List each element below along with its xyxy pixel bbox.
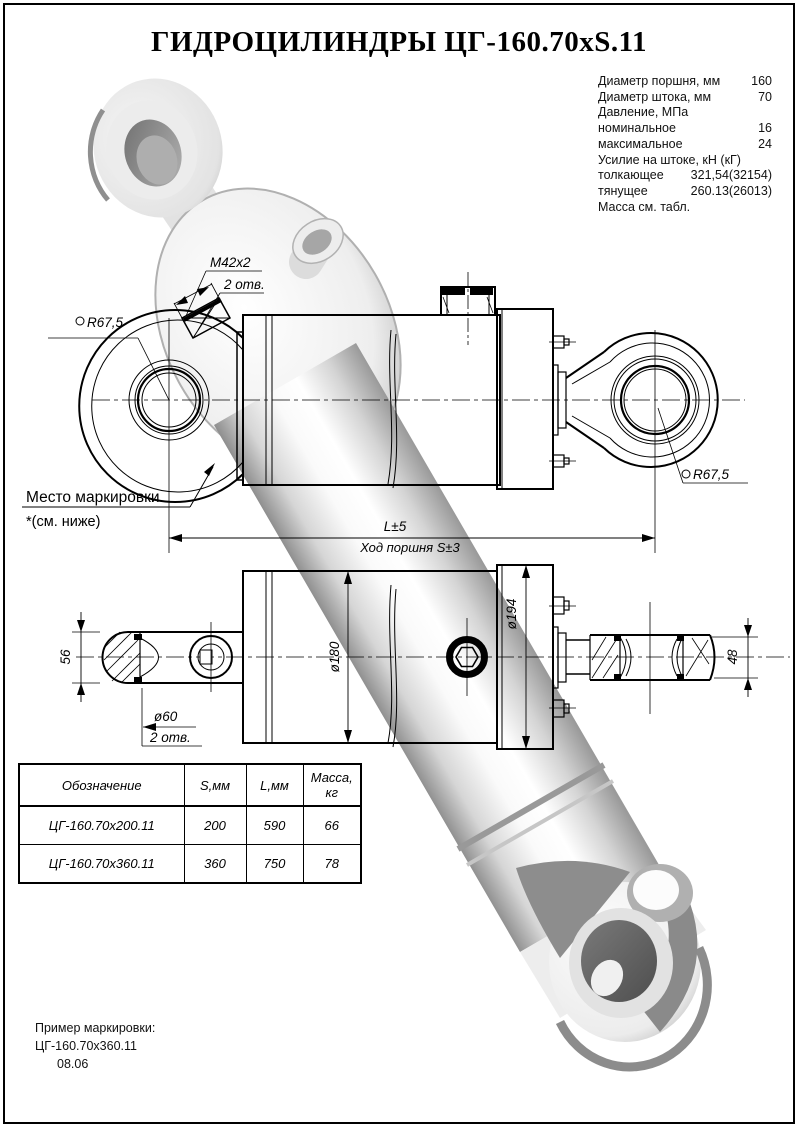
thread-label: М42х2 (210, 255, 251, 270)
thread-holes-label: 2 отв. (224, 277, 265, 292)
col-header: Масса, кг (303, 764, 361, 806)
spec-line: Диаметр поршня, мм 160 (598, 74, 772, 88)
spec-line: номинальное 16 (598, 121, 772, 136)
marking-example-code: ЦГ-160.70х360.11 (35, 1039, 137, 1053)
page-title: ГИДРОЦИЛИНДРЫ ЦГ-160.70хS.11 (151, 26, 647, 58)
main-eye-hole (581, 920, 657, 1002)
spec-line: Усилие на штоке, кН (кГ) (598, 152, 741, 167)
isometric-pictorial (76, 62, 708, 1067)
spec-line: толкающее 321,54(32154) (598, 168, 772, 183)
dia-head-label: ø194 (504, 598, 519, 630)
table-row: ЦГ-160.70х360.11 360 750 78 (19, 845, 361, 884)
table-row: ЦГ-160.70х200.11 200 590 66 (19, 806, 361, 845)
rod-end-eye-pictorial (516, 861, 707, 1067)
head-block-side (497, 309, 553, 489)
sphere-radius-left-label: R67,5 (87, 315, 124, 330)
small-through-hole (633, 870, 679, 910)
spec-line: Диаметр штока, мм 70 (598, 89, 772, 104)
spec-line: Давление, МПа (598, 105, 689, 120)
col-header: L,мм (246, 764, 303, 806)
dia-hole-qty-label: 2 отв. (150, 730, 191, 745)
marking-example-date: 08.06 (57, 1057, 89, 1071)
port-side (441, 272, 495, 345)
rod-eye-edge (590, 602, 715, 714)
spec-line: тянущее 260.13(26013) (598, 183, 772, 198)
marking-note: *(см. ниже) (26, 514, 101, 530)
col-header: Обозначение (19, 764, 184, 806)
eye-width-right-label: 48 (725, 649, 740, 665)
sphere-icon (682, 470, 690, 478)
dia-barrel-label: ø180 (327, 641, 342, 673)
spec-line: Масса см. табл. (598, 199, 691, 214)
length-dim-label: L±5 (383, 519, 407, 534)
sphere-icon (76, 317, 84, 325)
col-header: S,мм (184, 764, 246, 806)
sphere-radius-right-label: R67,5 (693, 467, 730, 482)
marking-example (35, 1019, 155, 1073)
marking-example-title: Пример маркировки: (35, 1021, 156, 1035)
table-header-row (19, 764, 361, 806)
dia-hole-label: ø60 (154, 709, 178, 724)
marking-title: Место маркировки (26, 489, 160, 506)
size-table (18, 763, 362, 884)
stroke-dim-label: Ход поршня S±3 (360, 540, 460, 555)
eye-width-left-label: 56 (58, 649, 73, 665)
spec-line: максимальное 24 (598, 136, 772, 151)
